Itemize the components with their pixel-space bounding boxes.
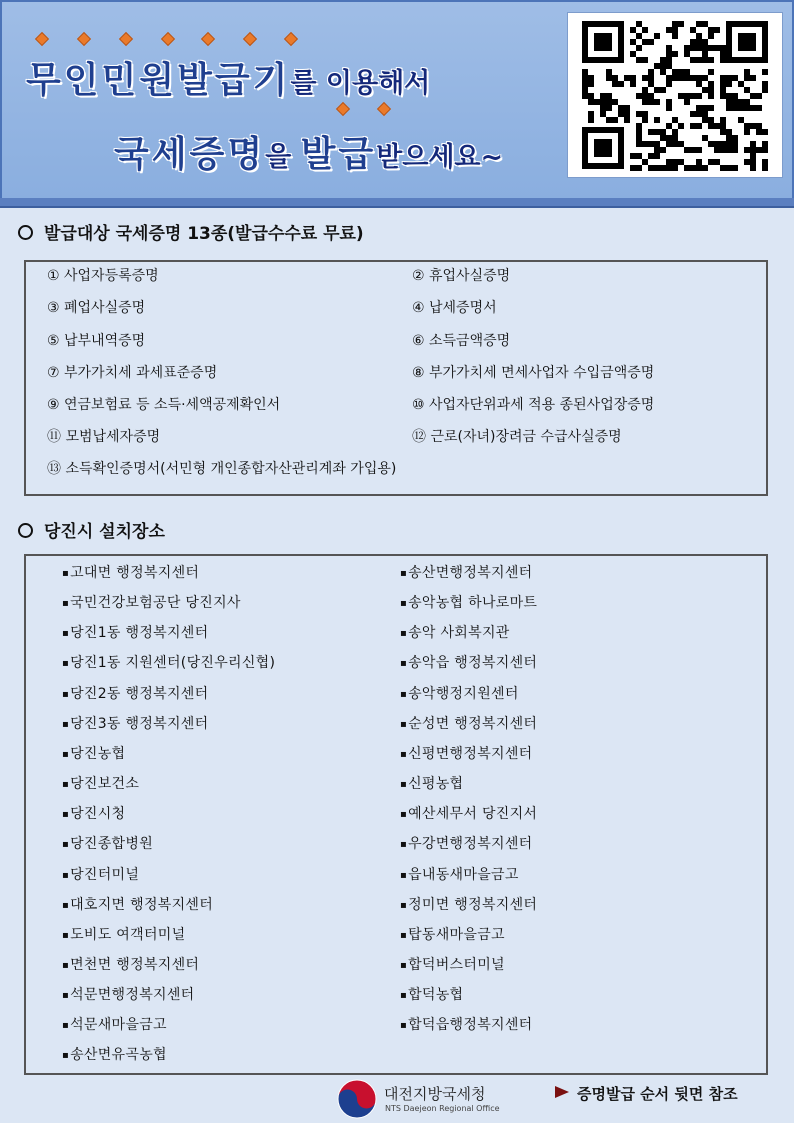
location-item: ▪ 우강면행정복지센터: [400, 833, 533, 853]
certificate-item: ① 사업자등록증명: [47, 268, 159, 284]
certificate-item: ⑦ 부가가치세 과세표준증명: [47, 365, 218, 381]
certificate-item: ⑨ 연금보험료 등 소득·세액공제확인서: [47, 397, 281, 413]
location-item: ▪ 정미면 행정복지센터: [400, 894, 537, 914]
location-item: ▪ 순성면 행정복지센터: [400, 713, 537, 733]
location-item: ▪ 당진보건소: [62, 773, 139, 793]
location-item: ▪ 탑동새마을금고: [400, 924, 505, 944]
qr-code-icon: [567, 12, 783, 178]
location-item: ▪ 신평농협: [400, 773, 463, 793]
location-item: ▪ 송악읍 행정복지센터: [400, 652, 537, 672]
arrow-right-icon: [555, 1086, 569, 1098]
location-item: ▪ 석문새마을금고: [62, 1014, 167, 1034]
banner-headline-2: [114, 126, 503, 177]
location-item: ▪ 합덕농협: [400, 984, 463, 1004]
certificate-item: ⑧ 부가가치세 면세사업자 수입금액증명: [412, 365, 655, 381]
location-item: ▪ 당진3동 행정복지센터: [62, 713, 208, 733]
location-item: ▪ 당진2동 행정복지센터: [62, 683, 208, 703]
location-item: ▪ 도비도 여객터미널: [62, 924, 185, 944]
location-item: ▪ 합덕읍행정복지센터: [400, 1014, 533, 1034]
footer-note: [555, 1083, 738, 1104]
certificate-item: ⑩ 사업자단위과세 적용 종된사업장증명: [412, 397, 655, 413]
location-item: ▪ 예산세무서 당진지서: [400, 803, 537, 823]
headline-emphasis: 국세증명: [114, 134, 266, 175]
location-item: ▪ 당진농협: [62, 743, 125, 763]
nts-taegeuk-logo-icon: [336, 1078, 378, 1120]
location-item: ▪ 고대면 행정복지센터: [62, 562, 199, 582]
location-item: ▪ 송악행정지원센터: [400, 683, 519, 703]
banner-divider: [0, 198, 794, 208]
certificate-item: ⑪ 모범납세자증명: [47, 429, 161, 445]
location-item: ▪ 면천면 행정복지센터: [62, 954, 199, 974]
location-item: ▪ 송산면유곡농협: [62, 1044, 167, 1064]
circle-bullet-icon: [18, 225, 33, 240]
certificate-item: ⑤ 납부내역증명: [47, 333, 146, 349]
headline-emphasis: 발급: [300, 134, 377, 175]
location-item: ▪ 당진터미널: [62, 864, 139, 884]
location-item: ▪ 대호지면 행정복지센터: [62, 894, 213, 914]
circle-bullet-icon: [18, 523, 33, 538]
location-item: ▪ 국민건강보험공단 당진지사: [62, 592, 241, 612]
location-item: ▪ 당진종합병원: [62, 833, 153, 853]
section-title-locations: [18, 517, 165, 542]
location-item: ▪ 석문면행정복지센터: [62, 984, 195, 1004]
organization-name: 대전지방국세청: [384, 1085, 486, 1103]
headline-emphasis: 무인민원발급기: [26, 60, 291, 101]
certificate-item: ⑥ 소득금액증명: [412, 333, 511, 349]
location-item: ▪ 합덕버스터미널: [400, 954, 505, 974]
headline-text: 받으세요~: [376, 142, 504, 173]
location-item: ▪ 송산면행정복지센터: [400, 562, 533, 582]
certificate-item: ③ 폐업사실증명: [47, 300, 146, 316]
location-item: ▪ 당진시청: [62, 803, 125, 823]
headline-text: 를 이용해서: [290, 68, 431, 99]
certificate-item: ⑫ 근로(자녀)장려금 수급사실증명: [412, 429, 622, 445]
section-title-text: 당진시 설치장소: [44, 522, 165, 542]
certificate-item: ④ 납세증명서: [412, 300, 497, 316]
section-title-text: 발급대상 국세증명 13종(발급수수료 무료): [44, 224, 364, 244]
location-item: ▪ 신평면행정복지센터: [400, 743, 533, 763]
section-title-certificates: [18, 219, 364, 244]
location-item: ▪ 당진1동 행정복지센터: [62, 622, 208, 642]
location-item: ▪ 당진1동 지원센터(당진우리신협): [62, 652, 275, 672]
organization-name-english: NTS Daejeon Regional Office: [385, 1104, 500, 1113]
certificate-item: ② 휴업사실증명: [412, 268, 511, 284]
location-item: ▪ 송악 사회복지관: [400, 622, 510, 642]
location-item: ▪ 송악농협 하나로마트: [400, 592, 537, 612]
banner-headline-1: [26, 52, 430, 103]
location-item: ▪ 읍내동새마을금고: [400, 864, 519, 884]
certificate-item: ⑬ 소득확인증명서(서민형 개인종합자산관리계좌 가입용): [47, 461, 397, 477]
headline-text: 을: [265, 142, 301, 173]
footer-note-text: 증명발급 순서 뒷면 참조: [577, 1085, 738, 1103]
